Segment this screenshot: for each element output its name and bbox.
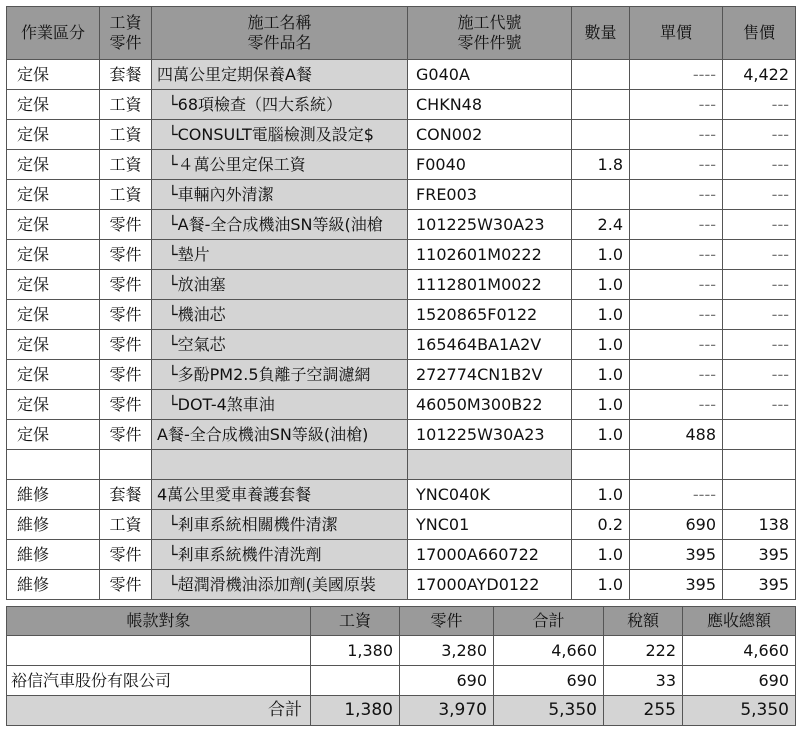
item-name: └68項檢查（四大系統）: [152, 90, 408, 120]
summary-parts: 3,280: [400, 636, 494, 666]
item-code: 165464BA1A2V: [408, 330, 572, 360]
item-price: ---: [723, 120, 796, 150]
item-unit-price: ---: [630, 330, 723, 360]
item-unit-price: ---: [630, 120, 723, 150]
summary-total-labor: 1,380: [311, 696, 400, 726]
summary-header-labor: 工資: [311, 607, 400, 636]
item-name: └剎車系統相關機件清潔: [152, 510, 408, 540]
item-type: 工資: [100, 150, 152, 180]
item-type: 零件: [100, 300, 152, 330]
summary-header-tax: 稅額: [604, 607, 683, 636]
summary-tax: 33: [604, 666, 683, 696]
item-price: ---: [723, 390, 796, 420]
service-items-table: [6, 6, 796, 600]
item-price: [723, 420, 796, 450]
item-type: 零件: [100, 420, 152, 450]
item-area: 維修: [7, 540, 100, 570]
item-name: └剎車系統機件清洗劑: [152, 540, 408, 570]
item-area: 定保: [7, 270, 100, 300]
table-row: [7, 210, 796, 240]
item-area: 定保: [7, 360, 100, 390]
item-unit-price: ---: [630, 270, 723, 300]
item-area: 定保: [7, 90, 100, 120]
item-qty: [572, 120, 630, 150]
header-name-bottom: 零件品名: [247, 33, 312, 52]
item-name: └４萬公里定保工資: [152, 150, 408, 180]
item-type: 工資: [100, 90, 152, 120]
summary-subtotal: 4,660: [494, 636, 604, 666]
item-price: ---: [723, 150, 796, 180]
item-name: └CONSULT電腦檢測及設定$: [152, 120, 408, 150]
item-code: CON002: [408, 120, 572, 150]
item-area: 定保: [7, 420, 100, 450]
item-area: 定保: [7, 180, 100, 210]
item-area: 定保: [7, 120, 100, 150]
summary-receivable: 4,660: [683, 636, 796, 666]
item-qty: 1.0: [572, 360, 630, 390]
item-code: G040A: [408, 60, 572, 90]
item-unit-price: ---: [630, 300, 723, 330]
item-qty: 1.0: [572, 300, 630, 330]
item-name: └超潤滑機油添加劑(美國原裝: [152, 570, 408, 600]
item-price: 138: [723, 510, 796, 540]
item-name: A餐-全合成機油SN等級(油槍): [152, 420, 408, 450]
item-type: 零件: [100, 360, 152, 390]
table-row: [7, 60, 796, 90]
item-qty: 1.0: [572, 540, 630, 570]
item-type: 零件: [100, 570, 152, 600]
table-row: [7, 300, 796, 330]
item-name: 四萬公里定期保養A餐: [152, 60, 408, 90]
header-qty: 數量: [572, 7, 630, 60]
item-area: [7, 450, 100, 480]
item-price: ---: [723, 270, 796, 300]
table-row: [7, 480, 796, 510]
item-code: F0040: [408, 150, 572, 180]
item-type: 零件: [100, 210, 152, 240]
item-qty: [572, 180, 630, 210]
item-type: 零件: [100, 540, 152, 570]
item-unit-price: ---: [630, 240, 723, 270]
item-qty: 2.4: [572, 210, 630, 240]
item-qty: [572, 90, 630, 120]
table-row: [7, 150, 796, 180]
item-name: └放油塞: [152, 270, 408, 300]
header-code: [408, 7, 572, 60]
item-unit-price: 395: [630, 570, 723, 600]
item-area: 定保: [7, 240, 100, 270]
summary-header-row: [7, 607, 796, 636]
item-price: ---: [723, 90, 796, 120]
item-type: 工資: [100, 180, 152, 210]
item-type: 套餐: [100, 480, 152, 510]
table-row: [7, 240, 796, 270]
item-type: 零件: [100, 240, 152, 270]
header-name: [152, 7, 408, 60]
item-unit-price: ---: [630, 390, 723, 420]
item-qty: [572, 60, 630, 90]
item-area: 維修: [7, 480, 100, 510]
item-qty: 1.0: [572, 390, 630, 420]
summary-labor: [311, 666, 400, 696]
item-rows: [7, 60, 796, 600]
item-type: 零件: [100, 330, 152, 360]
item-price: 395: [723, 570, 796, 600]
item-area: 定保: [7, 60, 100, 90]
item-price: 4,422: [723, 60, 796, 90]
item-unit-price: 690: [630, 510, 723, 540]
item-type: 工資: [100, 510, 152, 540]
header-type-bottom: 零件: [109, 33, 142, 52]
item-code: 17000A660722: [408, 540, 572, 570]
item-code: YNC040K: [408, 480, 572, 510]
item-code: 1112801M0022: [408, 270, 572, 300]
item-area: 定保: [7, 150, 100, 180]
item-qty: 1.0: [572, 330, 630, 360]
item-qty: 1.0: [572, 240, 630, 270]
item-price: [723, 480, 796, 510]
table-row: [7, 540, 796, 570]
table-row: [7, 390, 796, 420]
item-code: 101225W30A23: [408, 210, 572, 240]
table-row: [7, 420, 796, 450]
summary-tax: 222: [604, 636, 683, 666]
table-row: [7, 120, 796, 150]
header-area: 作業區分: [7, 7, 100, 60]
item-unit-price: 395: [630, 540, 723, 570]
summary-labor: 1,380: [311, 636, 400, 666]
header-name-top: 施工名稱: [247, 13, 312, 32]
summary-parts: 690: [400, 666, 494, 696]
item-code: 17000AYD0122: [408, 570, 572, 600]
summary-header-receivable: 應收總額: [683, 607, 796, 636]
summary-total-parts: 3,970: [400, 696, 494, 726]
table-row: [7, 360, 796, 390]
item-qty: 1.0: [572, 420, 630, 450]
item-unit-price: ----: [630, 480, 723, 510]
item-area: 定保: [7, 300, 100, 330]
item-code: 272774CN1B2V: [408, 360, 572, 390]
item-price: ---: [723, 180, 796, 210]
table-row: [7, 450, 796, 480]
item-name: └A餐-全合成機油SN等級(油槍: [152, 210, 408, 240]
summary-total-subtotal: 5,350: [494, 696, 604, 726]
item-code: 101225W30A23: [408, 420, 572, 450]
item-name: 4萬公里愛車養護套餐: [152, 480, 408, 510]
table-row: [7, 270, 796, 300]
summary-account: 裕信汽車股份有限公司: [7, 666, 311, 696]
item-area: 定保: [7, 390, 100, 420]
item-unit-price: ---: [630, 180, 723, 210]
summary-total-label: 合計: [7, 696, 311, 726]
item-unit-price: [630, 450, 723, 480]
summary-header-parts: 零件: [400, 607, 494, 636]
item-qty: [572, 450, 630, 480]
header-row: [7, 7, 796, 60]
header-unit-price: 單價: [630, 7, 723, 60]
item-price: ---: [723, 330, 796, 360]
item-area: 定保: [7, 210, 100, 240]
table-row: [7, 180, 796, 210]
item-price: ---: [723, 300, 796, 330]
item-code: FRE003: [408, 180, 572, 210]
header-type: [100, 7, 152, 60]
item-type: 套餐: [100, 60, 152, 90]
item-area: 維修: [7, 570, 100, 600]
summary-row: [7, 636, 796, 666]
item-name: [152, 450, 408, 480]
item-unit-price: ---: [630, 150, 723, 180]
item-code: 1102601M0222: [408, 240, 572, 270]
item-name: └墊片: [152, 240, 408, 270]
summary-account: [7, 636, 311, 666]
table-row: [7, 510, 796, 540]
item-price: [723, 450, 796, 480]
item-price: ---: [723, 360, 796, 390]
item-qty: 1.0: [572, 570, 630, 600]
item-unit-price: ---: [630, 360, 723, 390]
item-code: 46050M300B22: [408, 390, 572, 420]
header-code-top: 施工代號: [457, 13, 522, 32]
item-code: 1520865F0122: [408, 300, 572, 330]
table-row: [7, 570, 796, 600]
summary-subtotal: 690: [494, 666, 604, 696]
table-row: [7, 330, 796, 360]
item-qty: 1.0: [572, 480, 630, 510]
item-qty: 1.0: [572, 270, 630, 300]
item-type: 零件: [100, 390, 152, 420]
summary-header-subtotal: 合計: [494, 607, 604, 636]
item-name: └DOT-4煞車油: [152, 390, 408, 420]
item-name: └多酚PM2.5負離子空調濾網: [152, 360, 408, 390]
summary-receivable: 690: [683, 666, 796, 696]
header-code-bottom: 零件件號: [457, 33, 522, 52]
item-type: 零件: [100, 270, 152, 300]
item-code: YNC01: [408, 510, 572, 540]
item-code: CHKN48: [408, 90, 572, 120]
item-price: ---: [723, 240, 796, 270]
item-name: └機油芯: [152, 300, 408, 330]
item-qty: 1.8: [572, 150, 630, 180]
item-unit-price: ----: [630, 60, 723, 90]
table-row: [7, 90, 796, 120]
item-unit-price: 488: [630, 420, 723, 450]
summary-header-account: 帳款對象: [7, 607, 311, 636]
summary-row: [7, 666, 796, 696]
item-type: [100, 450, 152, 480]
item-code: [408, 450, 572, 480]
summary-total-row: [7, 696, 796, 726]
item-name: └空氣芯: [152, 330, 408, 360]
summary-table: [6, 606, 796, 726]
header-type-top: 工資: [109, 13, 142, 32]
item-type: 工資: [100, 120, 152, 150]
header-price: 售價: [723, 7, 796, 60]
item-area: 定保: [7, 330, 100, 360]
summary-total-receivable: 5,350: [683, 696, 796, 726]
item-qty: 0.2: [572, 510, 630, 540]
item-price: ---: [723, 210, 796, 240]
item-unit-price: ---: [630, 210, 723, 240]
summary-total-tax: 255: [604, 696, 683, 726]
item-unit-price: ---: [630, 90, 723, 120]
item-name: └車輛內外清潔: [152, 180, 408, 210]
item-area: 維修: [7, 510, 100, 540]
item-price: 395: [723, 540, 796, 570]
